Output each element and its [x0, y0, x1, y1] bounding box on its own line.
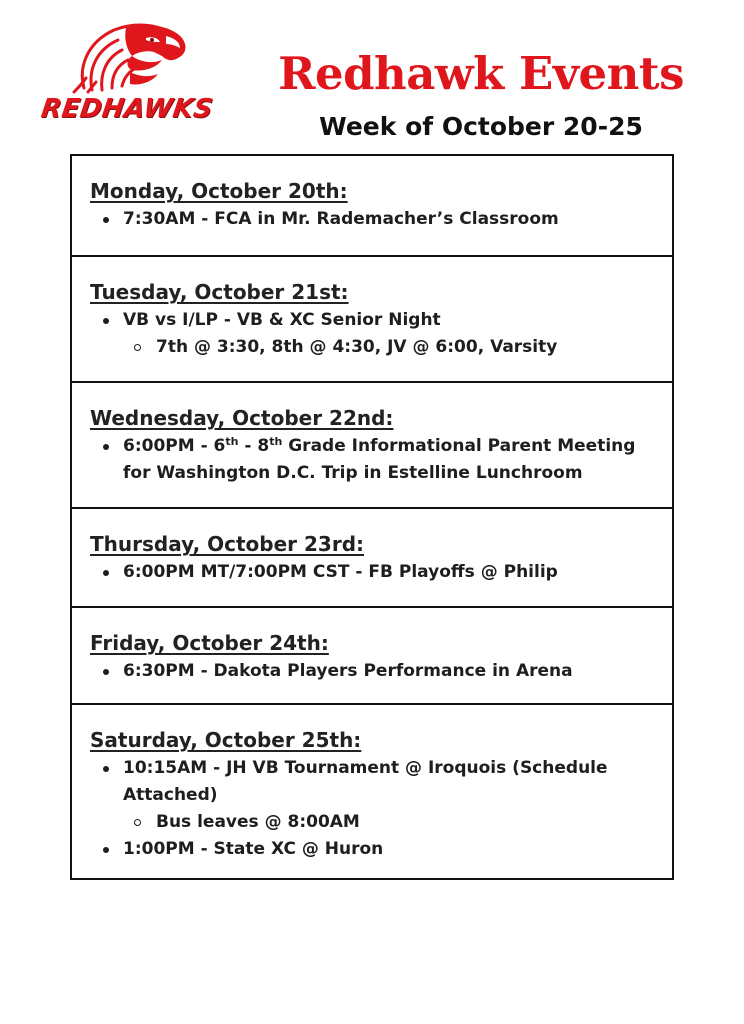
event-item: [90, 433, 654, 487]
day-section-thursday: [72, 509, 672, 608]
hawk-head-icon: [26, 18, 226, 98]
event-list: [90, 433, 654, 487]
day-title: Monday, October 20th:: [90, 179, 348, 203]
day-title: Saturday, October 25th:: [90, 728, 362, 752]
ordinal-suffix: th: [225, 435, 239, 448]
weekly-schedule: [70, 154, 674, 880]
ordinal-suffix: th: [269, 435, 283, 448]
event-item: 10:15AM - JH VB Tournament @ Iroquois (Schedule Attached): [90, 755, 654, 809]
event-list: [90, 559, 654, 586]
event-text-part: - 8: [238, 436, 270, 456]
event-list: [90, 658, 654, 685]
event-item: VB vs I/LP - VB & XC Senior Night: [90, 307, 654, 334]
day-section-tuesday: [72, 257, 672, 383]
day-section-monday: [72, 156, 672, 257]
logo-wordmark: REDHAWKS: [39, 94, 215, 124]
event-item: 6:30PM - Dakota Players Performance in Arena: [90, 658, 654, 685]
day-title: Friday, October 24th:: [90, 631, 329, 655]
day-section-saturday: [72, 705, 672, 878]
day-section-wednesday: [72, 383, 672, 509]
event-list: [90, 755, 654, 863]
event-text-part: 6:00PM - 6: [123, 436, 226, 456]
day-title: Wednesday, October 22nd:: [90, 406, 394, 430]
day-title: Thursday, October 23rd:: [90, 532, 365, 556]
page-subtitle: Week of October 20-25: [319, 112, 643, 141]
event-subitem: 7th @ 3:30, 8th @ 4:30, JV @ 6:00, Varsity: [90, 334, 654, 361]
event-list: [90, 307, 654, 361]
day-title: Tuesday, October 21st:: [90, 280, 349, 304]
event-item: 1:00PM - State XC @ Huron: [90, 836, 654, 863]
event-subitem: Bus leaves @ 8:00AM: [90, 809, 654, 836]
day-section-friday: [72, 608, 672, 705]
redhawks-logo: [26, 18, 226, 128]
event-text-part: Grade Informational Parent Meeting for Washington D.C. Trip in Estelline Lunchroom: [123, 436, 636, 483]
page-title: Redhawk Events: [278, 47, 684, 100]
event-item: 6:00PM MT/7:00PM CST - FB Playoffs @ Philip: [90, 559, 654, 586]
event-list: [90, 206, 654, 233]
event-item: 7:30AM - FCA in Mr. Rademacher’s Classroom: [90, 206, 654, 233]
